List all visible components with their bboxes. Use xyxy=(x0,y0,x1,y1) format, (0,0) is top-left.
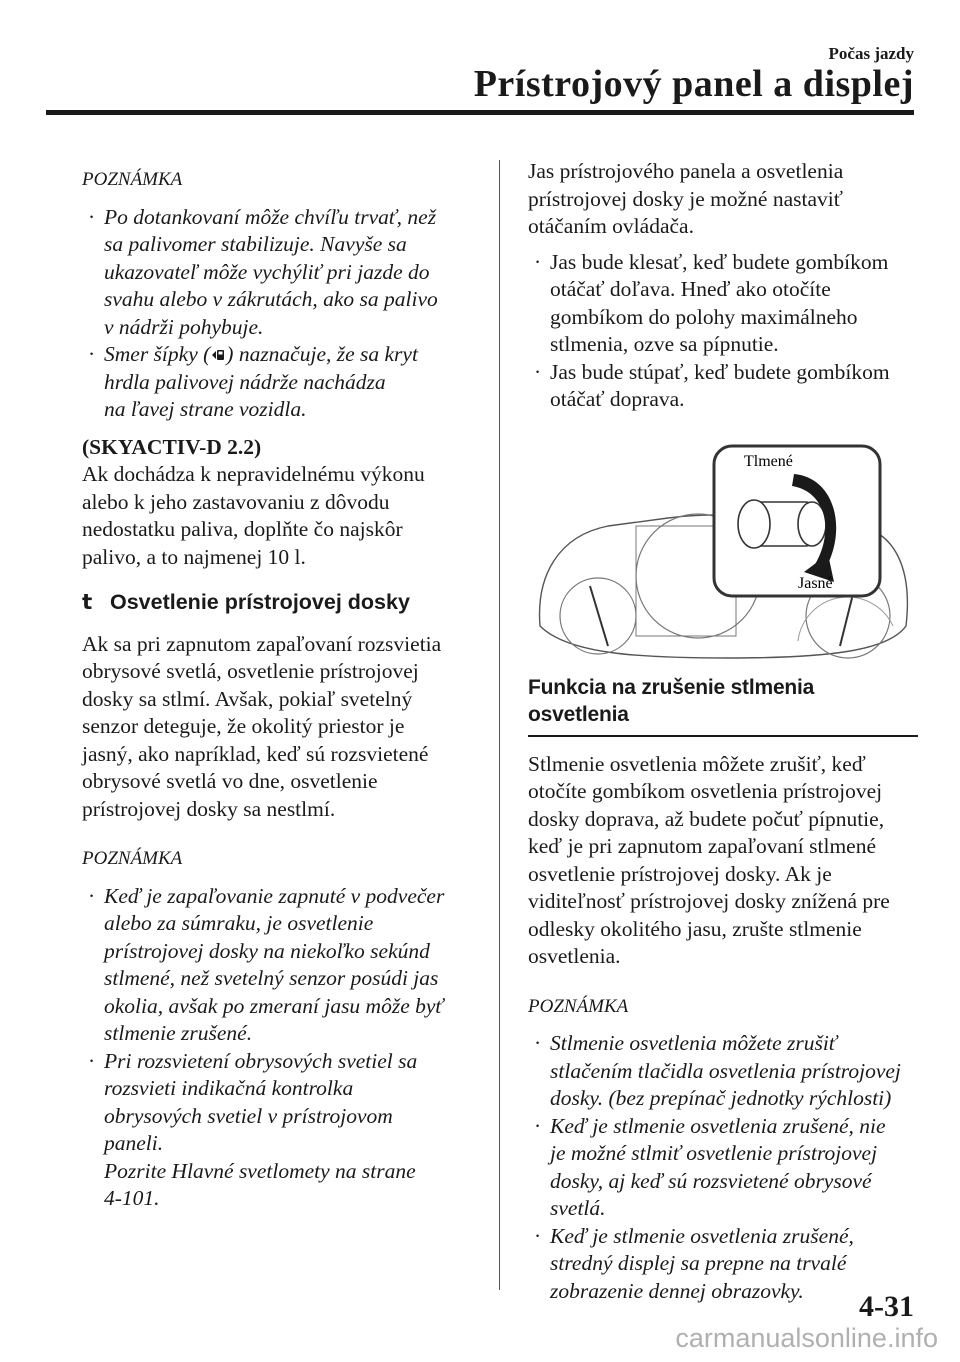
text-line: palivo, a to najmenej 10 l. xyxy=(82,544,306,569)
bullet: · xyxy=(534,1113,542,1138)
text-line: nedostatku paliva, doplňte čo najskôr xyxy=(82,517,403,541)
note-line: sa palivomer stabilizuje. Navyše sa xyxy=(104,232,407,256)
note-line: Keď je stlmenie osvetlenia zrušené, xyxy=(550,1223,854,1248)
bullet: · xyxy=(534,359,542,384)
section-heading xyxy=(82,589,482,617)
note-line: ukazovateľ môže vychýliť pri jazde do xyxy=(104,259,430,284)
note-line: hrdla palivovej nádrže nachádza xyxy=(104,369,386,394)
instrument-cluster-illustration xyxy=(528,426,918,662)
text-line: Jas bude klesať, keď budete gombíkom xyxy=(550,249,889,274)
section-paragraph xyxy=(82,631,482,824)
note-line: v nádrži pohybuje. xyxy=(104,314,264,339)
text-line: stlmenia, ozve sa pípnutie. xyxy=(550,332,779,356)
figure-label-bright: Jasné xyxy=(798,574,833,592)
note-line: Keď je stlmenie osvetlenia zrušené, nie xyxy=(550,1113,886,1138)
dimmer-knob-figure xyxy=(528,426,918,662)
text-line: keď je pri zapnutom zapaľovaní stlmené xyxy=(528,834,876,858)
intro-paragraph xyxy=(528,158,918,241)
bullet: · xyxy=(88,1048,96,1073)
text-line: alebo k jeho zastavovaniu z dôvodu xyxy=(82,489,390,514)
text-line: obrysové svetlá vo dne, osvetlenie xyxy=(82,769,378,793)
note-line: obrysových svetiel v prístrojovom xyxy=(104,1103,393,1128)
text-line: viditeľnosť prístrojovej dosky znížená pre xyxy=(528,889,890,913)
note-line: svetlá. xyxy=(550,1196,606,1220)
note-line: svahu alebo v zákrutách, ako sa palivo xyxy=(104,287,438,311)
note-line: stlmené, než svetelný senzor posúdi jas xyxy=(104,966,439,990)
note-title: POZNÁMKA xyxy=(82,848,183,869)
text-line: prístrojovej dosky sa nestlmí. xyxy=(82,796,336,821)
note-line: prístrojovej dosky na niekoľko sekúnd xyxy=(104,938,430,963)
note-text-before-icon: Smer šípky ( xyxy=(104,342,211,366)
note-list xyxy=(82,204,482,424)
note-list xyxy=(528,1030,918,1305)
note-line: Stlmenie osvetlenia môžete zrušiť xyxy=(550,1031,837,1055)
bullet: · xyxy=(534,1223,542,1248)
note-list xyxy=(82,883,482,1213)
note-item xyxy=(82,341,482,424)
skyactiv-paragraph xyxy=(82,461,482,571)
text-line: prístrojovej dosky je možné nastaviť xyxy=(528,186,843,211)
note-line: Keď je zapaľovanie zapnuté v podvečer xyxy=(104,883,445,908)
page-title: Prístrojový panel a displej xyxy=(473,63,914,105)
note-line: zobrazenie dennej obrazovky. xyxy=(550,1278,804,1303)
bullet: · xyxy=(534,1031,542,1055)
note-line: okolia, avšak po zmeraní jasu môže byť xyxy=(104,993,444,1018)
note-line: Pri rozsvietení obrysových svetiel sa xyxy=(104,1048,418,1073)
text-line: Jas bude stúpať, keď budete gombíkom xyxy=(550,359,890,384)
note-line: rozsvieti indikačná kontrolka xyxy=(104,1076,354,1100)
note-line: paneli. xyxy=(104,1131,164,1155)
note-line: dosky, aj keď sú rozsvietené obrysové xyxy=(550,1168,872,1193)
text-line: senzor deteguje, že okolitý priestor je xyxy=(82,714,405,738)
note-title: POZNÁMKA xyxy=(82,169,183,190)
note-item xyxy=(528,1030,918,1113)
skyactiv-heading: (SKYACTIV-D 2.2) xyxy=(82,434,262,459)
figure-label-dimmed: Tlmené xyxy=(744,452,793,470)
section-title: Osvetlenie prístrojovej dosky xyxy=(110,590,410,614)
text-line: obrysové svetlá, osvetlenie prístrojovej xyxy=(82,659,419,683)
text-line: otáčaním ovládača. xyxy=(528,214,694,238)
text-line: Ak sa pri zapnutom zapaľovaní rozsvietia xyxy=(82,631,442,656)
list-item xyxy=(528,249,918,359)
note-line: Po dotankovaní môže chvíľu trvať, než xyxy=(104,204,437,229)
note-item xyxy=(82,1048,482,1213)
watermark: carmanualsonline.info xyxy=(675,1323,938,1353)
note-line: stredný displej sa prepne na trvalé xyxy=(550,1251,847,1275)
text-line: Stlmenie osvetlenia môžete zrušiť, keď xyxy=(528,751,866,776)
note-line: 4-101. xyxy=(104,1186,160,1210)
note-item xyxy=(82,204,482,342)
left-column xyxy=(82,158,482,1223)
subsection-heading: Funkcia na zrušenie stlmenia osvetlenia xyxy=(528,674,918,737)
page-number: 4-31 xyxy=(859,1290,914,1323)
text-line: otáčať doľava. Hneď ako otočíte xyxy=(550,277,831,301)
note-line xyxy=(104,341,482,369)
note-line: dosky. (bez prepínač jednotky rýchlosti) xyxy=(550,1086,892,1110)
section-marker-icon: t xyxy=(82,590,93,615)
text-line: dosky sa stlmí. Avšak, pokiaľ svetelný xyxy=(82,686,413,711)
header-section: Počas jazdy xyxy=(828,44,914,63)
note-item xyxy=(528,1113,918,1223)
note-line: Pozrite Hlavné svetlomety na strane xyxy=(104,1158,416,1183)
subsection-paragraph xyxy=(528,751,918,971)
text-line: otáčať doprava. xyxy=(550,387,685,411)
text-line: Jas prístrojového panela a osvetlenia xyxy=(528,159,844,183)
bullet: · xyxy=(88,342,96,366)
bullet: · xyxy=(88,204,96,229)
bullet: · xyxy=(534,249,542,274)
text-line: osvetlenie prístrojovej dosky. Ak je xyxy=(528,861,832,886)
column-divider xyxy=(499,160,500,1290)
note-line: na ľavej strane vozidla. xyxy=(104,397,307,421)
note-line: stlmenie zrušené. xyxy=(104,1021,253,1045)
note-line: stlačením tlačidla osvetlenia prístrojovej xyxy=(550,1058,901,1083)
note-text-after-icon: ) naznačuje, že sa kryt xyxy=(226,342,418,366)
note-title: POZNÁMKA xyxy=(528,995,629,1017)
note-item xyxy=(82,883,482,1048)
note-line: alebo za súmraku, je osvetlenie xyxy=(104,911,374,935)
note-line: je možné stlmiť osvetlenie prístrojovej xyxy=(550,1141,878,1165)
text-line: jasný, ako napríklad, keď sú rozsvietené xyxy=(82,741,429,766)
text-line: Ak dochádza k nepravidelnému výkonu xyxy=(82,462,425,486)
text-line: gombíkom do polohy maximálneho xyxy=(550,304,858,329)
text-line: dosky doprava, až budete počuť pípnutie, xyxy=(528,806,885,831)
dimming-list xyxy=(528,249,918,414)
header-rule xyxy=(46,110,914,115)
text-line: otočíte gombíkom osvetlenia prístrojovej xyxy=(528,779,883,803)
fuel-door-arrow-icon xyxy=(211,347,225,363)
text-line: odlesky okolitého jasu, zrušte stlmenie xyxy=(528,916,862,941)
text-line: osvetlenia. xyxy=(528,944,621,968)
bullet: · xyxy=(88,883,96,908)
right-column xyxy=(528,158,918,1315)
list-item xyxy=(528,359,918,414)
